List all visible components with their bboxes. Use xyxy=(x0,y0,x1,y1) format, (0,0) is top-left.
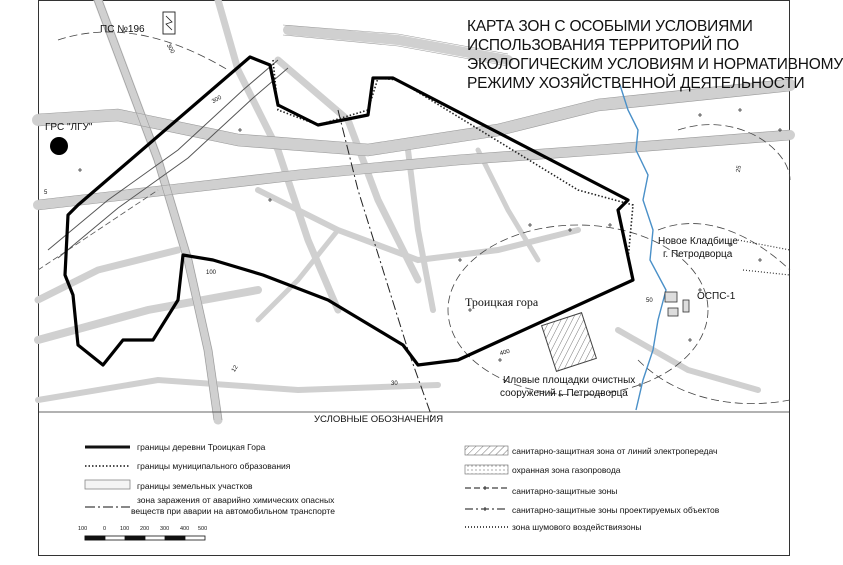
grs-marker xyxy=(50,137,68,155)
grs-label: ГРС "ЛГУ" xyxy=(45,122,93,133)
cemetery-label-1: Новое Кладбище xyxy=(658,236,738,247)
hazard-zone-line xyxy=(338,110,433,420)
sludge-label-1: Иловые площадки очистных xyxy=(503,375,636,386)
cemetery-label-2: г. Петродворца xyxy=(663,249,733,260)
contour-label-12: 12 xyxy=(231,364,240,374)
contour-label-300a: 300 xyxy=(164,43,176,55)
map-title-line-4: РЕЖИМУ ХОЗЯЙСТВЕННОЙ ДЕЯТЕЛЬНОСТИ xyxy=(467,75,805,92)
legend-item-hazard-zone-2: веществ при аварии на автомобильном транспорте xyxy=(131,506,335,516)
substation-label: ПС №196 xyxy=(100,24,145,35)
legend-item-noise-zone: зона шумового воздействиязоны xyxy=(512,522,642,532)
legend-item-power-line-zone: санитарно-защитная зона от линий электропередач xyxy=(512,446,718,456)
contour-label-300b: 300 xyxy=(211,94,223,106)
scale-tick: 100 xyxy=(78,526,88,532)
map-title-line-1: КАРТА ЗОН С ОСОБЫМИ УСЛОВИЯМИ xyxy=(467,18,753,35)
scale-tick: 0 xyxy=(103,526,107,532)
noise-zone-line xyxy=(738,240,790,275)
scale-tick: 500 xyxy=(198,526,208,532)
scale-tick: 200 xyxy=(140,526,150,532)
legend-item-gas-pipeline-zone: охранная зона газопровода xyxy=(512,465,621,475)
sludge-label-2: сооружений г. Петродворца xyxy=(500,388,628,399)
scale-tick: 100 xyxy=(120,526,130,532)
substation-marker xyxy=(163,12,175,34)
scale-tick: 400 xyxy=(180,526,190,532)
contour-label-100: 100 xyxy=(206,270,217,276)
troitskaya-label: Троицкая гора xyxy=(465,295,539,309)
contour-label-30: 30 xyxy=(391,381,398,387)
sludge-site xyxy=(542,313,597,372)
scale-bar xyxy=(85,536,205,540)
map-title-line-2: ИСПОЛЬЗОВАНИЯ ТЕРРИТОРИЙ ПО xyxy=(467,37,739,54)
legend-item-planned-sanitary-zones: санитарно-защитные зоны проектируемых объектов xyxy=(512,505,720,515)
legend-item-village-boundary: границы деревни Троицкая Гора xyxy=(137,442,266,452)
legend-item-hazard-zone-1: зона заражения от аварийно химических опасных xyxy=(137,495,335,505)
legend-item-land-plots: границы земельных участков xyxy=(137,481,253,491)
ospc-buildings xyxy=(665,292,689,316)
contour-label-25: 25 xyxy=(735,165,743,173)
scale-tick: 300 xyxy=(160,526,170,532)
village-boundary xyxy=(65,57,633,365)
contour-label-400: 400 xyxy=(499,348,511,358)
legend-item-sanitary-zones: санитарно-защитные зоны xyxy=(512,486,618,496)
legend-title: УСЛОВНЫЕ ОБОЗНАЧЕНИЯ xyxy=(314,414,444,425)
map-title-line-3: ЭКОЛОГИЧЕСКИМ УСЛОВИЯМ И НОРМАТИВНОМУ xyxy=(467,56,843,73)
contour-label-50: 50 xyxy=(646,298,653,304)
legend-item-municipal-boundary: границы муниципального образования xyxy=(137,461,291,471)
contour-label-5: 5 xyxy=(44,190,48,196)
ospc-label: ОСПС-1 xyxy=(697,291,736,302)
